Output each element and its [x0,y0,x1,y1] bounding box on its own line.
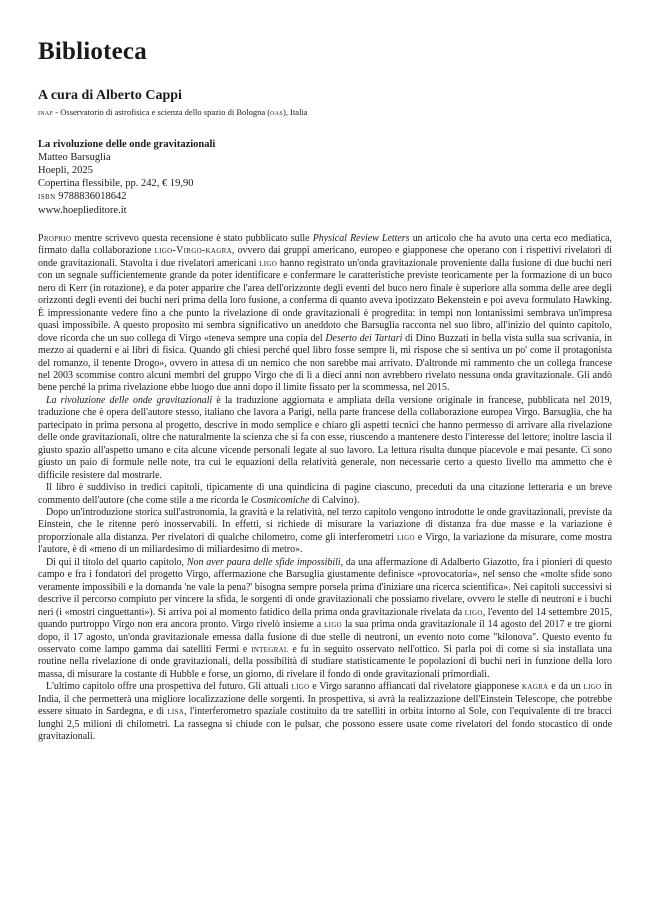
text-run: di Dino Buzzati in bella vista sulla sua scrivania, in mezzo ai quaderni e ai libri di fisica. Quando gli chiesi perché quel libro fosse sempre lì, mi rispose che si sentiva un po' come il protagonista del romanzo, il tenente Drogo», ovvero in attesa di un nemico che non sarebbe mai arrivato. D'altronde mi rammento che un collega francese nel 2003 scommise contro alcuni membri del gruppo Virgo che di lì a dieci anni non avrebbero rivelato nessuna onda gravitazionale. Gli andò bene perché la prima rivelazione ebbe luogo due anni dopo il limite fissato per la scommessa, nel 2015. [38,332,612,394]
paragraph-2 [38,395,612,482]
text-run: mentre scrivevo questa recensione è stato pubblicato sulle [71,233,313,244]
paragraph-4 [38,507,612,557]
text-run: , ovvero dai gruppi americano, europeo e giapponese che operano con i rispettivi rivelatori di onde gravitazionali. Stavolta i due rivelatori americani [38,245,612,269]
book-author: Matteo Barsuglia [38,152,111,163]
text-run: la sua prima onda gravitazionale il 14 agosto del 2017 e tre giorni dopo, il 17 agosto, un'onda gravitazionale emessa dalla fusione di due stelle di neutroni, un evento noto come "kilonova". Questo evento fu osservato come lampo gamma dai satelliti Fermi e [38,619,612,655]
acronym: kagra [522,681,549,693]
text-run: in India, il che permetterà una migliore localizzazione delle sorgenti. In prospettiva, si avrà la realizzazione dell'Einstein Telescope, che potrebbe essere situato in Sardegna, e di [38,681,612,718]
isbn-number: 9788836018642 [55,191,127,202]
book-details [38,138,612,217]
paragraph-3 [38,482,612,507]
acronym: ligo [583,681,602,693]
cited-title: Cosmicomiche [250,494,310,506]
affiliation-abbr-oas: oas [270,107,284,117]
text-run: e fu in seguito osservato nell'ottico. Si parla poi di come si sia installata una routine nella rivelazione di onde gravitazionali, della possibilità di studiare statisticamente le popolazioni di buchi neri in funzione della loro massa, di misurare la costante di Hubble e forse, un giorno, di rivelare il fondo di onde gravitazionali primordiali. [38,643,612,680]
paragraph-6 [38,681,612,743]
text-run: L'ultimo capitolo offre una prospettiva del futuro. Gli attuali [46,681,292,693]
acronym: ligo [464,606,483,618]
text-run: Di qui il titolo del quarto capitolo, [46,556,187,568]
paragraph-1 [38,233,612,395]
cited-title: Non aver paura delle sfide impossibili [186,556,341,568]
book-website: www.hoeplieditore.it [38,205,127,216]
affiliation-text: - Osservatorio di astrofisica e scienza dello spazio di Bologna ( [53,107,271,117]
paragraph-5 [38,557,612,682]
text-run: e Virgo, la variazione da misurare, come mostra l'autore, è di «meno di un miliardesimo di miliardesimo di metro». [38,531,612,556]
acronym: ligo [396,531,415,543]
book-publisher: Hoepli, 2025 [38,165,93,176]
text-run: Il libro è suddiviso in tredici capitoli, tipicamente di una quindicina di pagine ciascuno, preceduti da una citazione letteraria e un breve commento dell'autore (che come stile a me ricorda le [38,482,612,506]
text-run: , l'interferometro spaziale costituito da tre satelliti in orbita intorno al Sole, con l'equivalente di tre bracci lunghi 2,5 milioni di chilometri. La rassegna si chiude con le pulsar, che possono essere usate come rivelatori del fondo stocastico di onde gravitazionali. [38,706,612,743]
text-run: di Calvino). [309,494,360,506]
collaboration-name: ligo-Virgo-kagra [154,245,232,257]
cited-title: La rivoluzione delle onde gravitazionali [46,394,213,406]
text-run: hanno registrato un'onda gravitazionale proveniente dalla fusione di due buchi neri con un segnale sufficientemente grande da poter identificare e confermare le caratteristiche previste teoricamente per la formazione di un buco nero di Kerr (in rotazione), e da poter apparire che l'area dell'orizzonte degli eventi del buco nero finale è superiore alla somma delle aree degli orizzonti degli eventi dei buchi neri prima della loro fusione, a conferma di quanto aveva ipotizzato Bekenstein e poi aveva formulato Hawking. È impressionante vedere fino a che punto la rivelazione di onde gravitazionali è progredita: in tempi non lontanissimi sembrava un'impresa quasi impossibile. A questo proposito mi sembra significativo un aneddoto che Barsuglia racconta nel suo libro, all'inizio del quinto capitolo, dove ricorda che un suo collega di Virgo «teneva sempre una copia del [38,257,612,344]
book-format-price: Copertina flessibile, pp. 242, € 19,90 [38,178,194,189]
text-run: , da una affermazione di Adalberto Giazotto, fra i pionieri di questo campo e fra i fondatori del progetto Virgo, affermazione che Barsuglia giustamente definisce «provocatoria», nel senso che «molte sfide sono veramente impossibili e la domanda 'ne vale la pena?' bisogna sempre porsela prima d'iniziare una ricerca scientifica». Nei capitoli successivi si descrive il percorso compiuto per vincere la sfida, le sorgenti di onde gravitazionali che possiamo rivelare, ovvero le stelle di neutroni e i buchi neri (i «mostri cinguettanti»). Si arriva poi al momento fatidico della prima onda gravitazionale rivelata da [38,556,612,618]
acronym: ligo [259,257,278,269]
text-run: è la traduzione aggiornata e ampliata della versione originale in francese, pubblicata nel 2019, traduzione che è opera dell'autore stesso, italiano che lavora a Parigi, nella parte francese della collaborazione europea Virgo. Barsuglia, che ha partecipato in prima persona al progetto, descrive in modo semplice e chiaro gli aspetti tecnici che hanno permesso di arrivare alla rivelazione delle onde gravitazionali, oltre che naturalmente la scienza che si fa con esse, riuscendo a mantenere desto l'interesse del lettore; inoltre lascia il giusto spazio all'aspetto umano e cita alcune vicende personali legate al suo lavoro. La lettura risulta dunque piacevole e mai pesante. Ci sono giusto un paio di formule nelle note, tra cui le equazioni della relatività generale, non necessarie certo a questo livello ma ammetto che è difficile resistere dal mostrarle. [38,394,612,481]
journal-name: Physical Review Letters [312,233,410,244]
book-isbn [38,190,612,204]
lead-word: Proprio [38,233,72,244]
affiliation-end: ), Italia [283,107,308,117]
text-run: un articolo che ha avuto una certa eco mediatica, firmato dalla collaborazione [38,233,613,257]
text-run: , l'evento del 14 settembre 2015, quando purtroppo Virgo non era ancora pronto. Virgo rivelò insieme a [38,606,613,631]
text-run: e da un [548,681,584,693]
acronym: ligo [324,619,343,631]
review-body [38,233,612,744]
editor-credit: A cura di Alberto Cappi [38,88,182,103]
acronym: lisa [167,706,185,718]
editor-affiliation [38,107,612,118]
isbn-label: isbn [38,192,56,202]
text-run: Dopo un'introduzione storica sull'astronomia, la gravità e la relatività, nel terzo capitolo vengono introdotte le onde gravitazionali, previste da Einstein, che le ritenne però inosservabili. In effetti, si richiede di misurare la variazione di distanza fra due masse e la variazione è proporzionale alla distanza. Per rivelatori di qualche chilometro, come gli interferometri [38,506,612,543]
text-run: e Virgo saranno affiancati dal rivelatore giapponese [309,681,522,693]
acronym: ligo [291,681,310,693]
section-title: Biblioteca [38,38,147,65]
acronym: integral [251,643,289,655]
affiliation-abbr: inaf [38,107,54,117]
cited-title: Deserto dei Tartari [325,332,403,344]
book-title: La rivoluzione delle onde gravitazionali [38,139,216,150]
